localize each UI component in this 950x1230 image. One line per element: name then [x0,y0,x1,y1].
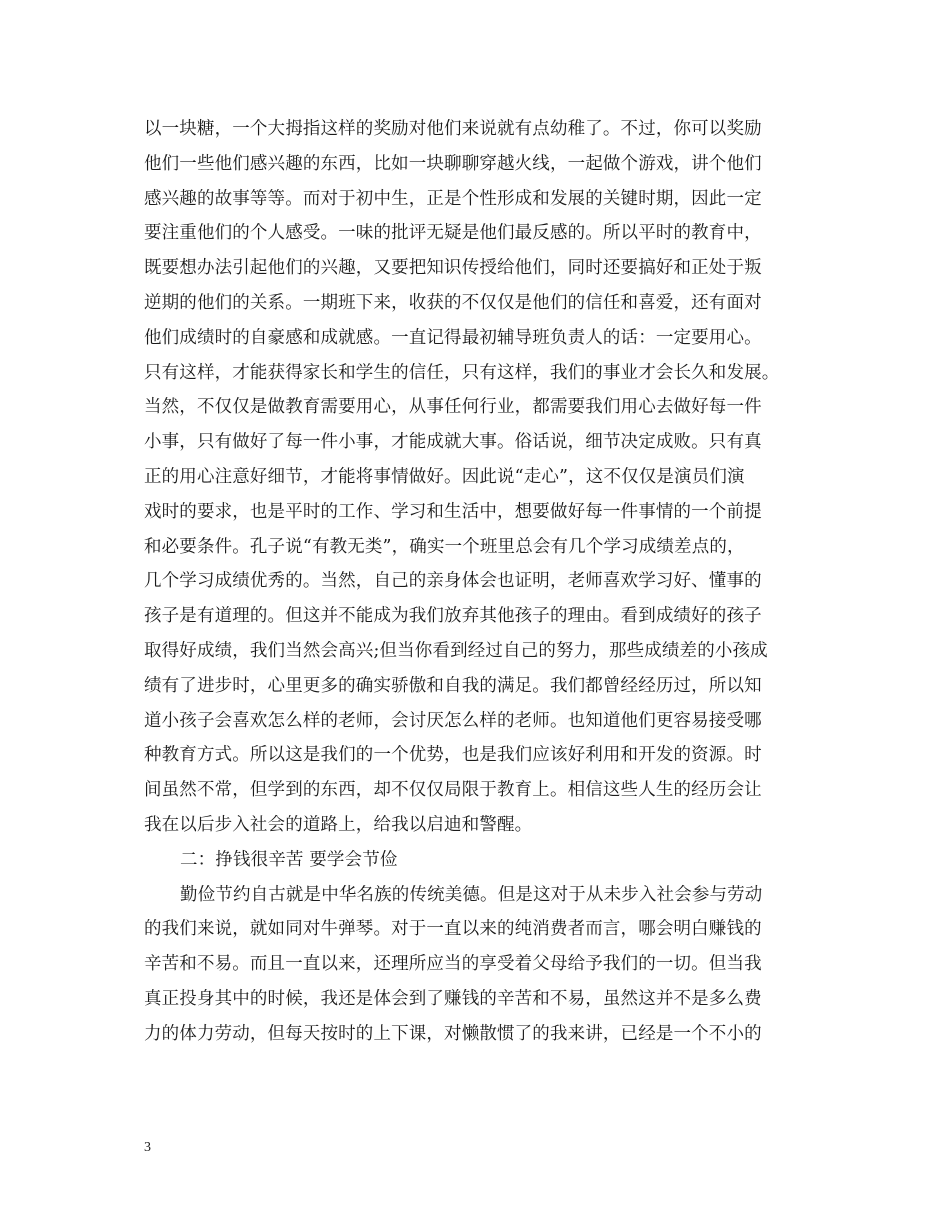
text-line: 几个学习成绩优秀的。当然，自己的亲身体会也证明，老师喜欢学习好、懂事的 [144,571,762,592]
text-line: 绩有了进步时，心里更多的确实骄傲和自我的满足。我们都曾经经历过，所以知 [144,675,762,696]
text-line: 勤俭节约自古就是中华名族的传统美德。但是这对于从未步入社会参与劳动 [180,884,763,905]
section-heading: 二：挣钱很辛苦 要学会节俭 [180,849,398,870]
text-line: 我在以后步入社会的道路上，给我以启迪和警醒。 [144,814,533,835]
text-line: 当然，不仅仅是做教育需要用心，从事任何行业，都需要我们用心去做好每一件 [144,397,762,418]
text-line: 道小孩子会喜欢怎么样的老师，会讨厌怎么样的老师。也知道他们更容易接受哪 [144,710,762,731]
text-line: 要注重他们的个人感受。一味的批评无疑是他们最反感的。所以平时的教育中， [144,223,762,244]
text-line: 的我们来说，就如同对牛弹琴。对于一直以来的纯消费者而言，哪会明白赚钱的 [144,919,762,940]
text-line: 力的体力劳动，但每天按时的上下课，对懒散惯了的我来讲，已经是一个不小的 [144,1023,762,1044]
page-number: 3 [144,1140,151,1155]
text-line: 正的用心注意好细节，才能将事情做好。因此说“走心”，这不仅仅是演员们演 [144,466,745,487]
text-line: 孩子是有道理的。但这并不能成为我们放弃其他孩子的理由。看到成绩好的孩子 [144,606,762,627]
text-line: 以一块糖，一个大拇指这样的奖励对他们来说就有点幼稚了。不过，你可以奖励 [144,119,762,139]
text-line: 取得好成绩，我们当然会高兴;但当你看到经过自己的努力，那些成绩差的小孩成 [144,640,768,661]
text-line: 他们一些他们感兴趣的东西，比如一块聊聊穿越火线，一起做个游戏，讲个他们 [144,153,762,174]
text-line: 逆期的他们的关系。一期班下来，收获的不仅仅是他们的信任和喜爱，还有面对 [144,292,762,313]
text-line: 只有这样，才能获得家长和学生的信任，只有这样，我们的事业才会长久和发展。 [144,362,780,383]
text-line: 既要想办法引起他们的兴趣，又要把知识传授给他们，同时还要搞好和正处于叛 [144,258,762,279]
text-line: 他们成绩时的自豪感和成就感。一直记得最初辅导班负责人的话：一定要用心。 [144,327,762,348]
text-line: 戏时的要求，也是平时的工作、学习和生活中，想要做好每一件事情的一个前提 [144,501,762,522]
text-line: 感兴趣的故事等等。而对于初中生，正是个性形成和发展的关键时期，因此一定 [144,188,762,209]
text-line: 种教育方式。所以这是我们的一个优势，也是我们应该好利用和开发的资源。时 [144,745,762,766]
text-line: 辛苦和不易。而且一直以来，还理所应当的享受着父母给予我们的一切。但当我 [144,954,762,975]
text-line: 和必要条件。孔子说“有教无类”，确实一个班里总会有几个学习成绩差点的， [144,536,745,557]
text-line: 真正投身其中的时候，我还是体会到了赚钱的辛苦和不易，虽然这并不是多么费 [144,988,762,1009]
text-line: 小事，只有做好了每一件小事，才能成就大事。俗话说，细节决定成败。只有真 [144,432,762,453]
document-body [144,112,834,1052]
text-line: 间虽然不常，但学到的东西，却不仅仅局限于教育上。相信这些人生的经历会让 [144,780,762,801]
